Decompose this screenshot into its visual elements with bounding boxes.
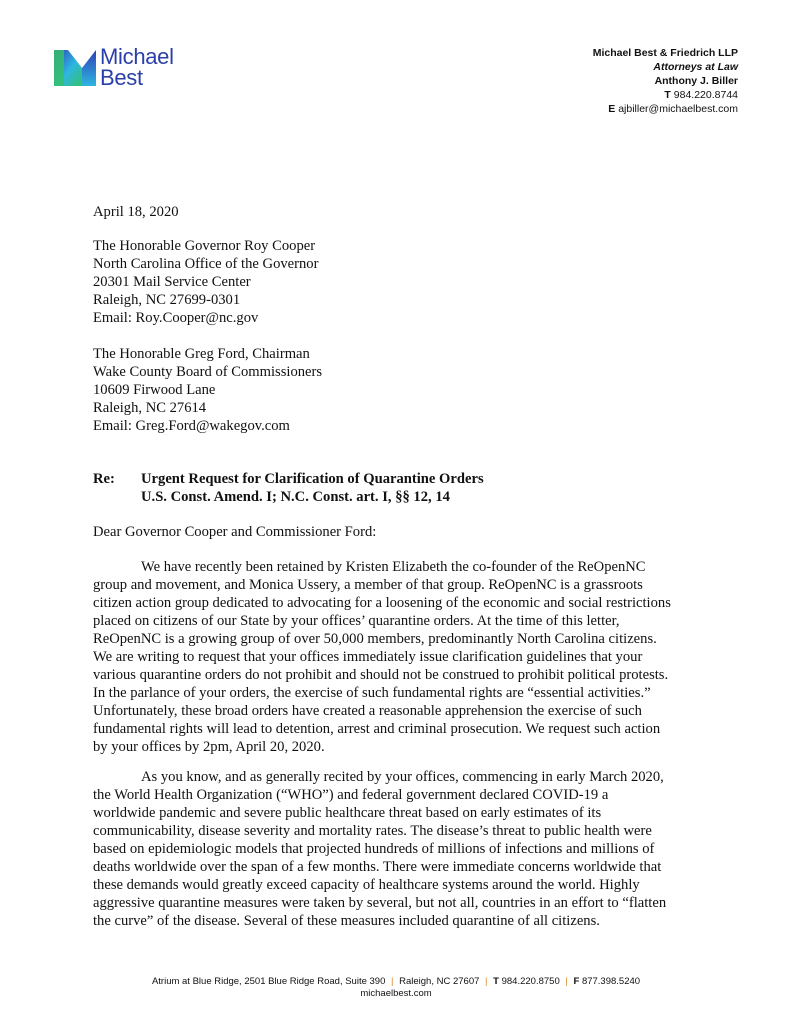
paragraph-line: the curve” of the disease. Several of these measures included quarantine of all citizens.: [93, 913, 600, 929]
address-line: 10609 Firwood Lane: [93, 382, 216, 398]
email-address: ajbiller@michaelbest.com: [618, 103, 738, 115]
paragraph-line: We are writing to request that your offices immediately issue clarification guidelines that your: [93, 649, 643, 665]
paragraph-line: these demands would greatly exceed capacity of healthcare systems around the world. Highly: [93, 877, 640, 893]
page-footer: [0, 976, 792, 1000]
logo-wordmark: [100, 46, 174, 88]
phone-prefix: T: [664, 89, 671, 101]
address-line: The Honorable Governor Roy Cooper: [93, 238, 316, 254]
paragraph-line: We have recently been retained by Kristen Elizabeth the co-founder of the ReOpenNC: [141, 559, 646, 575]
footer-separator: |: [485, 976, 488, 987]
footer-separator: |: [391, 976, 394, 987]
paragraph-line: group and movement, and Monica Ussery, a member of that group. ReOpenNC is a grassroots: [93, 577, 643, 593]
address-line: 20301 Mail Service Center: [93, 274, 251, 290]
paragraph-line: based on epidemiologic models that projected hundreds of millions of infections and millions of: [93, 841, 655, 857]
paragraph-line: various quarantine orders do not prohibit and should not be construed to prohibit political protests.: [93, 667, 669, 683]
letter-date: April 18, 2020: [93, 204, 179, 220]
address-email: Email: Roy.Cooper@nc.gov: [93, 310, 259, 326]
footer-city: Raleigh, NC 27607: [399, 976, 480, 987]
phone-number: 984.220.8744: [673, 89, 738, 101]
addressee-governor: [93, 237, 713, 327]
re-line-1: Urgent Request for Clarification of Quarantine Orders: [141, 471, 484, 487]
paragraph-line: fundamental rights will lead to detention, arrest and criminal prosecution. We request such action: [93, 721, 661, 737]
paragraph-line: by your offices by 2pm, April 20, 2020.: [93, 739, 325, 755]
paragraph-line: Unfortunately, these broad orders have created a reasonable apprehension the exercise of such: [93, 703, 642, 719]
footer-phone-prefix: T: [493, 976, 499, 987]
address-line: The Honorable Greg Ford, Chairman: [93, 346, 310, 362]
paragraph-line: communicability, disease severity and mortality rates. The disease’s threat to public health were: [93, 823, 652, 839]
address-line: North Carolina Office of the Governor: [93, 256, 319, 272]
salutation: Dear Governor Cooper and Commissioner Ford:: [93, 524, 377, 540]
address-line: Wake County Board of Commissioners: [93, 364, 323, 380]
letterhead: [593, 46, 738, 116]
footer-website[interactable]: michaelbest.com: [360, 988, 432, 999]
logo-mark-icon: [54, 44, 98, 88]
attorney-phone: [593, 88, 738, 102]
firm-name: Michael Best & Friedrich LLP: [592, 47, 738, 59]
logo-line-2: Best: [100, 65, 143, 90]
footer-address: Atrium at Blue Ridge, 2501 Blue Ridge Road, Suite 390: [151, 976, 386, 987]
company-logo: [54, 44, 204, 92]
footer-fax: 877.398.5240: [581, 976, 641, 987]
paragraph-line: placed on citizens of our State by your offices’ quarantine orders. At the time of this letter,: [93, 613, 620, 629]
paragraph-line: worldwide pandemic and severe public healthcare threat based on early estimates of its: [93, 805, 602, 821]
paragraph-line: deaths worldwide over the span of a few months. There were immediate concerns worldwide that: [93, 859, 662, 875]
paragraph-2: [93, 768, 713, 930]
address-email: Email: Greg.Ford@wakegov.com: [93, 418, 290, 434]
attorney-name: Anthony J. Biller: [654, 75, 738, 87]
footer-fax-prefix: F: [573, 976, 580, 987]
paragraph-line: citizen action group dedicated to advocating for a loosening of the economic and social restrictions: [93, 595, 671, 611]
footer-contact-line: [0, 976, 792, 988]
firm-title: Attorneys at Law: [653, 61, 738, 73]
logo-line-1: Michael: [100, 44, 174, 69]
re-subject: [141, 470, 484, 506]
address-line: Raleigh, NC 27614: [93, 400, 207, 416]
paragraph-1: [93, 558, 713, 756]
paragraph-line: the World Health Organization (“WHO”) and federal government declared COVID-19 a: [93, 787, 609, 803]
paragraph-line: aggressive quarantine measures were taken by several, but not all, countries in an effort to “flatten: [93, 895, 667, 911]
address-line: Raleigh, NC 27699-0301: [93, 292, 241, 308]
footer-phone: 984.220.8750: [501, 976, 560, 987]
email-prefix: E: [608, 103, 616, 115]
re-line-2: U.S. Const. Amend. I; N.C. Const. art. I, §§ 12, 14: [141, 489, 450, 505]
paragraph-line: As you know, and as generally recited by your offices, commencing in early March 2020,: [141, 769, 664, 785]
addressee-commissioner: [93, 345, 713, 435]
re-label: Re:: [93, 471, 115, 487]
paragraph-line: In the parlance of your orders, the exercise of such fundamental rights are “essential activities.”: [93, 685, 651, 701]
paragraph-line: ReOpenNC is a growing group of over 50,000 members, predominantly North Carolina citizens.: [93, 631, 657, 647]
footer-separator: |: [565, 976, 568, 987]
attorney-email: [593, 102, 738, 116]
